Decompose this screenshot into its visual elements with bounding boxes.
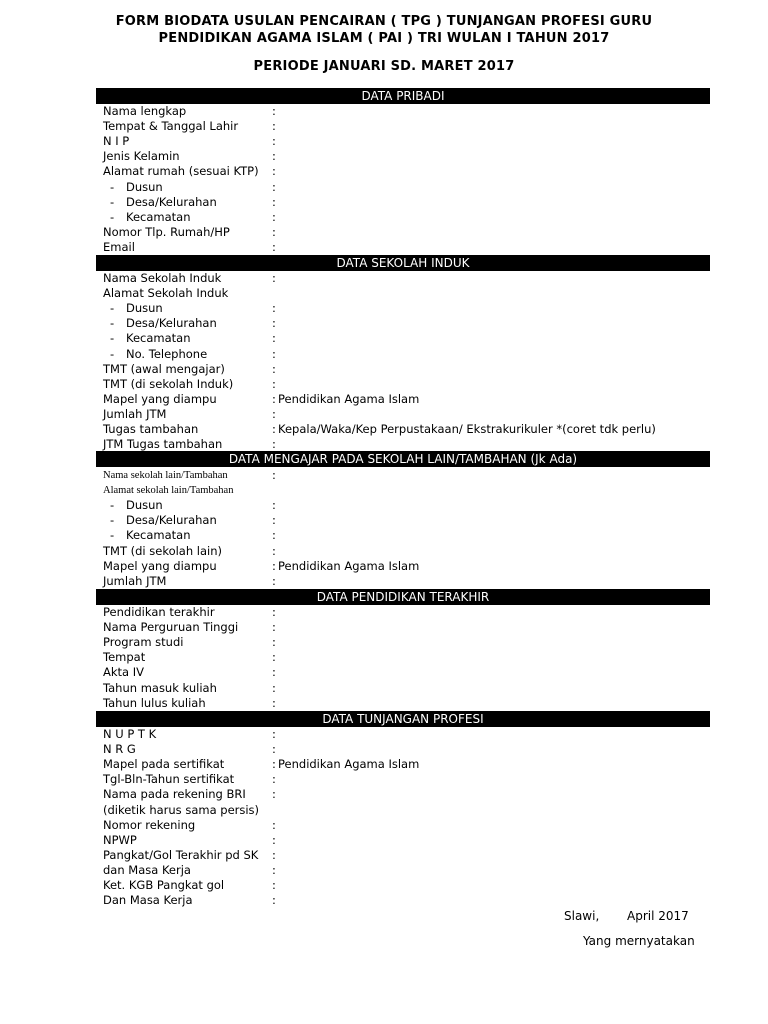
- field-colon: :: [272, 224, 276, 239]
- field-colon: :: [272, 665, 276, 680]
- field-label-text: Dusun: [126, 301, 163, 316]
- field-label-text: Dusun: [126, 179, 163, 194]
- form-row-tempat-tanggal-lahir: [0, 119, 768, 134]
- field-label: [103, 893, 193, 908]
- section-header-data-mengajar-pada-sekolah-lain-tambahan-jk-ada: DATA MENGAJAR PADA SEKOLAH LAIN/TAMBAHAN (Jk Ada): [96, 451, 710, 467]
- field-colon: :: [272, 757, 276, 772]
- field-label-text: TMT (di sekolah lain): [103, 543, 223, 558]
- field-label-text: Dan Masa Kerja: [103, 893, 193, 908]
- field-label-text: Mapel pada sertifikat: [103, 757, 225, 772]
- bullet-dash: -: [110, 301, 115, 316]
- field-colon: :: [272, 650, 276, 665]
- field-colon: :: [272, 862, 276, 877]
- field-label-text: Desa/Kelurahan: [126, 316, 217, 331]
- field-label: [103, 483, 233, 498]
- field-label: [110, 331, 191, 346]
- field-value[interactable]: Pendidikan Agama Islam: [278, 757, 420, 772]
- field-label-text: Kecamatan: [126, 331, 191, 346]
- form-row-tmt-awal-mengajar: [0, 362, 768, 377]
- form-period: PERIODE JANUARI SD. MARET 2017: [253, 59, 515, 74]
- form-row-alamat-rumah-sesuai-ktp: [0, 164, 768, 179]
- form-row-dusun: [0, 498, 768, 513]
- field-label-text: Mapel yang diampu: [103, 391, 217, 406]
- form-row-no-telephone: [0, 347, 768, 362]
- field-label-text: N R G: [103, 742, 136, 757]
- form-row-kecamatan: [0, 528, 768, 543]
- field-colon: :: [272, 194, 276, 209]
- field-colon: :: [272, 437, 276, 452]
- form-row-tugas-tambahan: [0, 422, 768, 437]
- field-label-text: Alamat rumah (sesuai KTP): [103, 164, 259, 179]
- form-row-nomor-tlp-rumah-hp: [0, 225, 768, 240]
- field-label: [103, 605, 215, 620]
- form-row-pangkat-gol-terakhir-pd-sk: [0, 848, 768, 863]
- field-colon: :: [272, 301, 276, 316]
- form-row-tmt-di-sekolah-induk: [0, 377, 768, 392]
- field-label: [103, 620, 238, 635]
- field-colon: :: [272, 104, 276, 118]
- field-label-text: Jumlah JTM: [103, 573, 167, 588]
- field-label: [103, 650, 145, 665]
- form-row-akta-iv: [0, 665, 768, 680]
- field-colon: :: [272, 772, 276, 787]
- field-label-text: N I P: [103, 134, 130, 149]
- bullet-dash: -: [110, 194, 115, 209]
- field-label-text: Nama sekolah lain/Tambahan: [103, 470, 228, 481]
- form-row-email: [0, 240, 768, 255]
- field-colon: :: [272, 149, 276, 164]
- field-colon: :: [272, 605, 276, 619]
- field-colon: :: [272, 832, 276, 847]
- field-colon: :: [272, 695, 276, 710]
- field-label: [103, 225, 230, 240]
- field-colon: :: [272, 239, 276, 254]
- form-row-tahun-masuk-kuliah: [0, 681, 768, 696]
- field-label-text: Tgl-Bln-Tahun sertifikat: [103, 772, 235, 787]
- field-label-text: Program studi: [103, 635, 184, 650]
- field-label-text: Pangkat/Gol Terakhir pd SK: [103, 847, 259, 862]
- field-label-text: Desa/Kelurahan: [126, 513, 217, 528]
- field-colon: :: [272, 361, 276, 376]
- field-colon: :: [272, 787, 276, 802]
- field-label: [110, 195, 217, 210]
- field-label-text: TMT (di sekolah Induk): [103, 376, 234, 391]
- field-label-text: Nama pada rekening BRI: [103, 787, 246, 802]
- field-colon: :: [272, 727, 276, 741]
- field-label: [103, 696, 206, 711]
- field-value[interactable]: Kepala/Waka/Kep Perpustakaan/ Ekstrakurikuler *(coret tdk perlu): [278, 422, 656, 436]
- field-colon: :: [272, 346, 276, 361]
- field-colon: :: [272, 635, 276, 650]
- field-label-text: Dusun: [126, 498, 163, 513]
- form-row-nama-sekolah-lain-tambahan: [0, 468, 768, 483]
- field-colon: :: [272, 271, 276, 285]
- field-label: [103, 574, 166, 589]
- field-label-text: Jenis Kelamin: [103, 149, 180, 164]
- section-header-data-pribadi: DATA PRIBADI: [96, 88, 710, 104]
- form-row-desa-kelurahan: [0, 513, 768, 528]
- form-row-desa-kelurahan: [0, 316, 768, 331]
- field-label: [103, 164, 259, 179]
- form-row-npwp: [0, 833, 768, 848]
- form-row-kecamatan: [0, 210, 768, 225]
- field-label-text: Nomor Tlp. Rumah/HP: [103, 224, 230, 239]
- field-colon: :: [272, 119, 276, 134]
- field-colon: :: [272, 817, 276, 832]
- field-label-text: Tempat: [103, 650, 146, 665]
- field-colon: :: [272, 331, 276, 346]
- field-label: [103, 727, 156, 742]
- field-label: [103, 772, 234, 787]
- field-label: [103, 848, 258, 863]
- field-label-text: N U P T K: [103, 727, 157, 741]
- field-label: [103, 134, 129, 149]
- field-label: [103, 362, 225, 377]
- form-row-jenis-kelamin: [0, 149, 768, 164]
- field-colon: :: [272, 528, 276, 543]
- bullet-dash: -: [110, 346, 115, 361]
- field-label-text: Kecamatan: [126, 209, 191, 224]
- form-row-mapel-yang-diampu: [0, 559, 768, 574]
- field-label-text: Kecamatan: [126, 528, 191, 543]
- form-row-alamat-sekolah-lain-tambahan: [0, 483, 768, 498]
- field-colon: :: [272, 847, 276, 862]
- signature-place: Slawi,: [564, 909, 600, 923]
- field-colon: :: [272, 878, 276, 892]
- field-label: [103, 665, 144, 680]
- field-colon: :: [272, 543, 276, 558]
- field-colon: :: [272, 406, 276, 421]
- form-row-tempat: [0, 650, 768, 665]
- field-label: [103, 742, 136, 757]
- field-label-text: JTM Tugas tambahan: [103, 437, 223, 452]
- form-row-jumlah-jtm: [0, 407, 768, 422]
- field-label-text: TMT (awal mengajar): [103, 361, 225, 376]
- field-colon: :: [272, 134, 276, 149]
- field-label-text: No. Telephone: [126, 346, 208, 361]
- bullet-dash: -: [110, 179, 115, 194]
- section-header-data-tunjangan-profesi: DATA TUNJANGAN PROFESI: [96, 711, 710, 727]
- field-label: [103, 757, 224, 772]
- bullet-dash: -: [110, 528, 115, 543]
- field-label: [110, 513, 217, 528]
- bullet-dash: -: [110, 209, 115, 224]
- field-value[interactable]: Pendidikan Agama Islam: [278, 391, 420, 406]
- field-label: [103, 635, 183, 650]
- field-label: [110, 498, 163, 513]
- field-label-text: Alamat Sekolah Induk: [103, 286, 229, 301]
- field-label-text: Jumlah JTM: [103, 406, 167, 421]
- bullet-dash: -: [110, 316, 115, 331]
- form-row-mapel-yang-diampu: [0, 392, 768, 407]
- field-colon: :: [272, 680, 276, 695]
- field-label: [103, 407, 166, 422]
- form-row-pendidikan-terakhir: [0, 605, 768, 620]
- field-colon: :: [272, 558, 276, 573]
- field-label-text: Mapel yang diampu: [103, 558, 217, 573]
- field-label: [110, 210, 191, 225]
- field-label-text: Tempat & Tanggal Lahir: [103, 119, 239, 134]
- field-label-text: Nama Sekolah Induk: [103, 271, 222, 285]
- form-row-n-i-p: [0, 134, 768, 149]
- form-row-mapel-pada-sertifikat: [0, 757, 768, 772]
- field-colon: :: [272, 513, 276, 528]
- form-row-nama-pada-rekening-bri: [0, 787, 768, 802]
- field-label-text: (diketik harus sama persis): [103, 802, 260, 817]
- form-row-kecamatan: [0, 331, 768, 346]
- field-label: [103, 878, 224, 893]
- signature-date: April 2017: [627, 909, 689, 923]
- field-label: [110, 528, 191, 543]
- field-label: [103, 392, 217, 407]
- field-colon: :: [272, 620, 276, 635]
- field-colon: :: [272, 209, 276, 224]
- field-label-text: Nama Perguruan Tinggi: [103, 620, 239, 635]
- field-label: [103, 104, 186, 119]
- form-row-nomor-rekening: [0, 818, 768, 833]
- form-row-n-r-g: [0, 742, 768, 757]
- form-row-tgl-bln-tahun-sertifikat: [0, 772, 768, 787]
- field-label: [103, 559, 217, 574]
- bullet-dash: -: [110, 331, 115, 346]
- field-label: [103, 468, 228, 483]
- field-label: [110, 316, 217, 331]
- field-label-text: Ket. KGB Pangkat gol: [103, 878, 225, 892]
- section-header-data-pendidikan-terakhir: DATA PENDIDIKAN TERAKHIR: [96, 589, 710, 605]
- signature-statement: Yang mernyatakan: [583, 934, 695, 948]
- form-row-nama-perguruan-tinggi: [0, 620, 768, 635]
- form-row-program-studi: [0, 635, 768, 650]
- field-label: [103, 240, 135, 255]
- field-colon: :: [272, 316, 276, 331]
- form-row-jtm-tugas-tambahan: [0, 437, 768, 452]
- field-label: [103, 803, 259, 818]
- bullet-dash: -: [110, 498, 115, 513]
- form-row-diketik-harus-sama-persis: [0, 803, 768, 818]
- form-row-desa-kelurahan: [0, 195, 768, 210]
- field-colon: :: [272, 179, 276, 194]
- field-label-text: Tahun masuk kuliah: [103, 680, 217, 695]
- form-row-n-u-p-t-k: [0, 727, 768, 742]
- field-colon: :: [272, 742, 276, 757]
- field-label: [103, 377, 233, 392]
- field-colon: :: [272, 498, 276, 513]
- field-colon: :: [272, 376, 276, 391]
- field-label: [103, 544, 222, 559]
- field-label: [103, 818, 195, 833]
- field-label: [110, 180, 163, 195]
- form-row-tahun-lulus-kuliah: [0, 696, 768, 711]
- field-label: [103, 787, 246, 802]
- field-colon: :: [272, 422, 276, 436]
- field-label: [103, 149, 180, 164]
- form-row-ket-kgb-pangkat-gol: [0, 878, 768, 893]
- field-label-text: NPWP: [103, 832, 137, 847]
- form-row-jumlah-jtm: [0, 574, 768, 589]
- form-row-dan-masa-kerja: [0, 893, 768, 908]
- form-row-dan-masa-kerja: [0, 863, 768, 878]
- field-label-text: Pendidikan terakhir: [103, 605, 215, 619]
- field-label: [110, 301, 163, 316]
- field-label-text: Akta IV: [103, 665, 144, 680]
- field-label: [103, 863, 191, 878]
- field-label-text: Nama lengkap: [103, 104, 187, 118]
- field-colon: :: [272, 164, 276, 179]
- form-row-dusun: [0, 180, 768, 195]
- form-row-nama-sekolah-induk: [0, 271, 768, 286]
- field-label: [103, 286, 228, 301]
- field-label-text: dan Masa Kerja: [103, 862, 191, 877]
- field-colon: :: [272, 391, 276, 406]
- field-label: [103, 271, 221, 286]
- field-label-text: Tahun lulus kuliah: [103, 695, 206, 710]
- section-header-data-sekolah-induk: DATA SEKOLAH INDUK: [96, 255, 710, 271]
- field-colon: :: [272, 893, 276, 908]
- field-label: [110, 347, 207, 362]
- field-label-text: Tugas tambahan: [103, 422, 199, 436]
- form-row-tmt-di-sekolah-lain: [0, 544, 768, 559]
- field-value[interactable]: Pendidikan Agama Islam: [278, 558, 420, 573]
- field-label: [103, 119, 238, 134]
- field-colon: :: [272, 468, 276, 482]
- field-label-text: Email: [103, 239, 135, 254]
- field-label: [103, 422, 198, 437]
- field-label-text: Alamat sekolah lain/Tambahan: [103, 485, 234, 497]
- form-title-line-1: FORM BIODATA USULAN PENCAIRAN ( TPG ) TUNJANGAN PROFESI GURU: [115, 14, 653, 29]
- field-colon: :: [272, 573, 276, 588]
- form-row-dusun: [0, 301, 768, 316]
- field-label: [103, 437, 222, 452]
- field-label: [103, 681, 217, 696]
- field-label-text: Desa/Kelurahan: [126, 194, 217, 209]
- form-row-nama-lengkap: [0, 104, 768, 119]
- field-label-text: Nomor rekening: [103, 817, 196, 832]
- form-row-alamat-sekolah-induk: [0, 286, 768, 301]
- bullet-dash: -: [110, 513, 115, 528]
- field-label: [103, 833, 137, 848]
- form-title-line-2: PENDIDIKAN AGAMA ISLAM ( PAI ) TRI WULAN I TAHUN 2017: [158, 31, 610, 46]
